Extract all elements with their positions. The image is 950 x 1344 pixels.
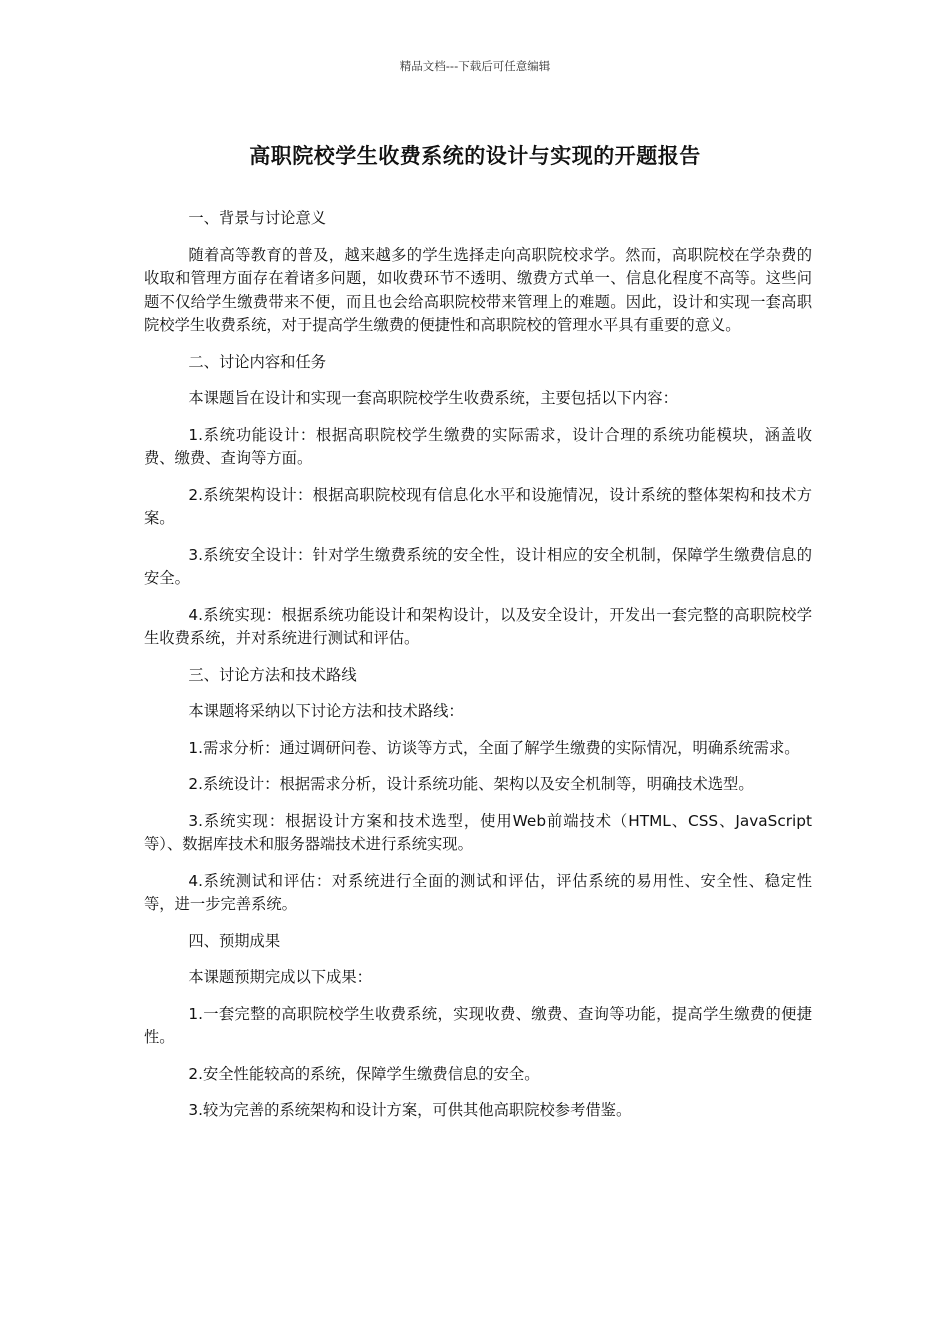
section-heading-outcomes: 四、预期成果 xyxy=(188,931,281,950)
paragraph: 随着高等教育的普及，越来越多的学生选择走向高职院校求学。然而，高职院校在学杂费的收取和管理方面存在着诸多问题，如收费环节不透明、缴费方式单一、信息化程度不高等。这些问题不仅给学生缴费带来不便，而且也会给高职院校带来管理上的难题。因此，设计和实现一套高职院校学生收费系统，对于提高学生缴费的便捷性和高职院校的管理水平具有重要的意义。 xyxy=(144,245,812,334)
section-heading-content: 二、讨论内容和任务 xyxy=(188,352,327,371)
paragraph: 本课题旨在设计和实现一套高职院校学生收费系统，主要包括以下内容： xyxy=(188,389,678,407)
section-heading-background: 一、背景与讨论意义 xyxy=(188,209,327,227)
header-note: 精品文档---下载后可任意编辑 xyxy=(399,59,551,73)
list-item: 3.系统实现：根据设计方案和技术选型，使用Web前端技术（HTML、CSS、JavaScript等）、数据库技术和服务器端技术进行系统实现。 xyxy=(144,811,812,853)
list-item: 4.系统实现：根据系统功能设计和架构设计，以及安全设计，开发出一套完整的高职院校学生收费系统，并对系统进行测试和评估。 xyxy=(144,605,812,647)
list-item: 2.安全性能较高的系统，保障学生缴费信息的安全。 xyxy=(188,1064,540,1083)
list-item: 4.系统测试和评估：对系统进行全面的测试和评估，评估系统的易用性、安全性、稳定性等，进一步完善系统。 xyxy=(144,871,812,913)
list-item: 2.系统架构设计：根据高职院校现有信息化水平和设施情况，设计系统的整体架构和技术方案。 xyxy=(144,485,812,527)
list-item: 3.较为完善的系统架构和设计方案，可供其他高职院校参考借鉴。 xyxy=(188,1101,632,1119)
document-body xyxy=(144,207,812,1136)
list-item: 1.系统功能设计：根据高职院校学生缴费的实际需求，设计合理的系统功能模块，涵盖收费、缴费、查询等方面。 xyxy=(144,425,812,467)
document-title: 高职院校学生收费系统的设计与实现的开题报告 xyxy=(249,144,701,168)
paragraph: 本课题将采纳以下讨论方法和技术路线： xyxy=(188,702,464,720)
list-item: 1.一套完整的高职院校学生收费系统，实现收费、缴费、查询等功能，提高学生缴费的便捷性。 xyxy=(144,1004,812,1046)
paragraph: 本课题预期完成以下成果： xyxy=(188,968,372,986)
list-item: 2.系统设计：根据需求分析，设计系统功能、架构以及安全机制等，明确技术选型。 xyxy=(188,775,754,793)
list-item: 1.需求分析：通过调研问卷、访谈等方式，全面了解学生缴费的实际情况，明确系统需求。 xyxy=(188,738,800,757)
section-heading-methods: 三、讨论方法和技术路线 xyxy=(188,665,357,684)
list-item: 3.系统安全设计：针对学生缴费系统的安全性，设计相应的安全机制，保障学生缴费信息的安全。 xyxy=(144,545,812,587)
